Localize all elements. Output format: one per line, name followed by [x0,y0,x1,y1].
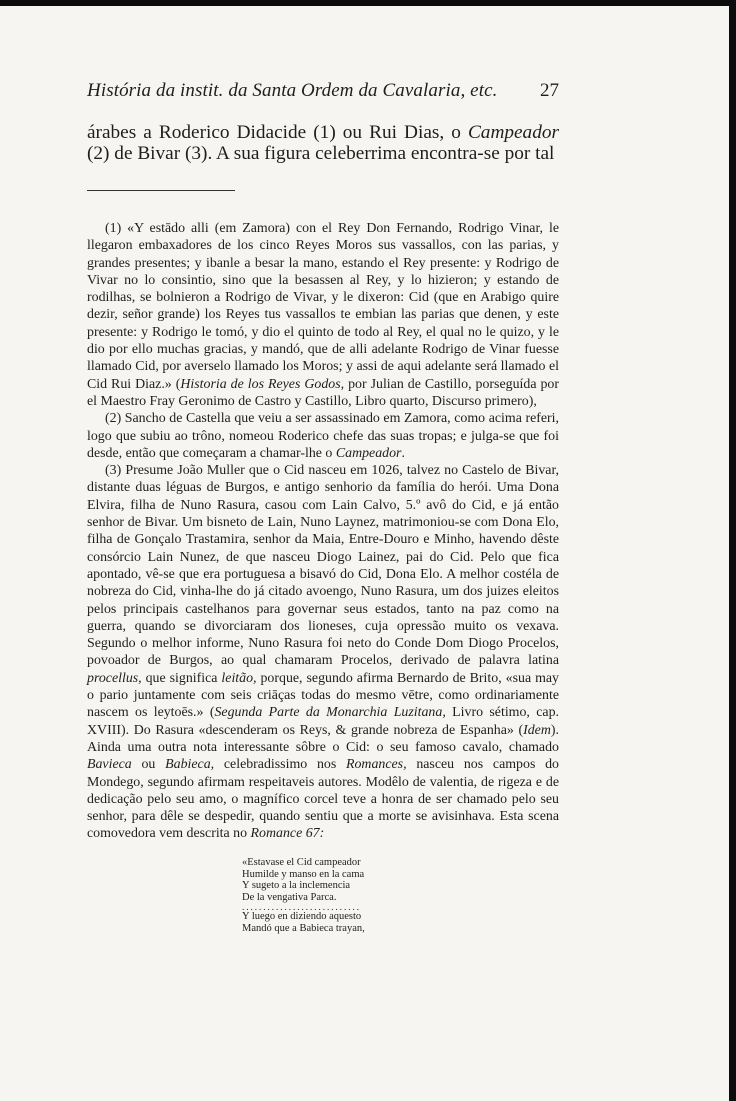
footnote-italic: Romances, [346,757,407,773]
footnote-text: . [401,445,405,461]
verse-ellipsis: ............................ [242,902,361,913]
scan-edge-right [729,0,736,1101]
footnote-text: (3) Presume João Muller que o Cid nasceu em 1026, talvez no Castelo de Bivar, distante duas léguas de Burgos, e antigo senhorio da família do herói. Uma Dona Elvira, filha de Nuno Rasura, casou com Lain Calvo, 5.º avô do Cid, e já então senhor de Bivar. Um bisneto de Lain, Nuno Laynez, matrimoniou-se com Dona Elo, filha de Gonçalo Trastamira, senhor da Maia, Entre-Douro e Minho, havendo dêste consórcio Lain Nunez, de que nasceu Diogo Lainez, pai do Cid. Pelo que fica apontado, vê-se que era portuguesa a bisavó do Cid, Dona Elo. A melhor costéla de nobreza do Cid, vinha-lhe do já citado avoengo, Nuno Rasura, um dos juizes eleitos pelos principais castelhanos para governar seus estados, tanto na paz como na guerra, quando se divorciaram dos lioneses, cuja opressão muito os vexava. Segundo o melhor informe, Nuno Rasura foi neto do Conde Dom Diogo Procelos, povoador de Burgos, ao qual chamaram Procelos, derivado de palavra latina [87,463,559,669]
footnote-italic: Romance 67: [250,826,325,842]
verse-quotation [242,857,365,935]
footnote-text: por Julian de Castillo, porseguída por el Maestro Fray Geronimo de Castro y Castillo, Libro quarto, Discurso primero), [87,376,559,409]
footnote-2 [87,410,559,462]
body-text-segment: árabes a Roderico Didacide (1) ou Rui Dias, o [87,122,468,143]
footnote-italic: procellus, [87,670,142,686]
footnote-italic: leitão, [221,670,257,686]
footnote-italic: Historia de los Reyes Godos, [180,376,345,392]
footnote-italic: Bavieca [87,757,132,773]
footnote-text: ou [131,757,166,773]
verse-line: Mandó que a Babieca trayan, [242,922,365,934]
scan-edge-top [0,0,736,6]
verse-line: Y sugeto a la inclemencia [242,880,351,892]
footnote-italic: Idem [523,722,551,738]
footnote-text: ). Ainda uma outra nota interessante sôbre o Cid: o seu famoso cavalo, chamado [87,722,559,755]
page-header [87,80,559,110]
verse-line: Y luego en diziendo aquesto [242,911,362,923]
body-paragraph [87,122,559,164]
footnote-3 [87,462,559,843]
verse-line: De la vengativa Parca. [242,891,337,903]
footnote-text: (1) «Y estādo alli (em Zamora) con el Rey Don Fernando, Rodrigo Vinar, le llegaron embaxadores de los cinco Reyes Moros sus vassallos, con las parias, y grandes presentes; y ibanle a besar la mano, estando el Rey presente: y Rodrigo de Vivar no lo consintio, sino que la besassen al Rey, y lo hizieron; y estando de rodilhas, se bolnieron a Rodrigo de Vivar, y le dixeron: Cid (que en Arabigo quire dezir, señor grande) los Reyes tus vassallos te embian las parias que denen, y este presente: y Rodrigo le tomó, y dio el quinto de todo al Rey, el qual no le quizo, y le dio por ello muchas gracias, y mandó, que de alli adelante Rodrigo de Vinar fuesse llamado Cid, por averselo llamado los Moros; y assi de aqui adelante será llamado el Cid Rui Diaz.» ( [87,221,559,392]
footnote-1 [87,220,559,410]
footnote-text: que significa [141,670,222,686]
footnote-text: porque, segundo afirma Bernardo de Brito, «sua may o pario juntamente com seis criāças todas do mesmo vētre, como ordinariamente nascem os leytoēs.» ( [87,670,559,721]
footnotes [87,220,559,843]
body-italic-campeador: Campeador [467,122,559,143]
running-title: História da instit. da Santa Ordem da Cavalaria, etc. [87,80,498,101]
footnote-text: (2) Sancho de Castella que veiu a ser assassinado em Zamora, como acima referi, logo que subiu ao trôno, nomeou Roderico chefe das suas tropas; e julga-se que foi desde, então que começaram a chamar-lhe o [87,411,559,461]
body-text-segment: (2) de Bivar (3). A sua figura celeberrima encontra-se por tal [87,143,555,164]
verse-line: Humilde y manso en la cama [242,868,365,880]
footnote-italic: Babieca, [165,757,215,773]
footnote-text: nasceu nos campos do Mondego, segundo afirmam respeitaveis autores. Modêlo de valentia, de rigeza e de dedicação pelo seu amo, o magnífico corcel teve a honra de ser chamado pelo seu senhor, para dêle se despedir, quando sentiu que a morte se avisinhava. Esta scena comovedora vem descrita no [87,757,559,842]
footnote-italic: Campeador [335,445,402,461]
footnote-italic: Segunda Parte da Monarchia Luzitana, [214,705,446,721]
footnote-text: Livro sétimo, cap. XVIII). Do Rasura «descenderam os Reys, & grande nobreza de Espanha» ( [87,705,560,738]
verse-line: «Estavase el Cid campeador [242,857,361,868]
page-number: 27 [540,80,559,101]
footnote-rule [87,190,235,191]
footnote-text: celebradissimo nos [214,757,346,773]
